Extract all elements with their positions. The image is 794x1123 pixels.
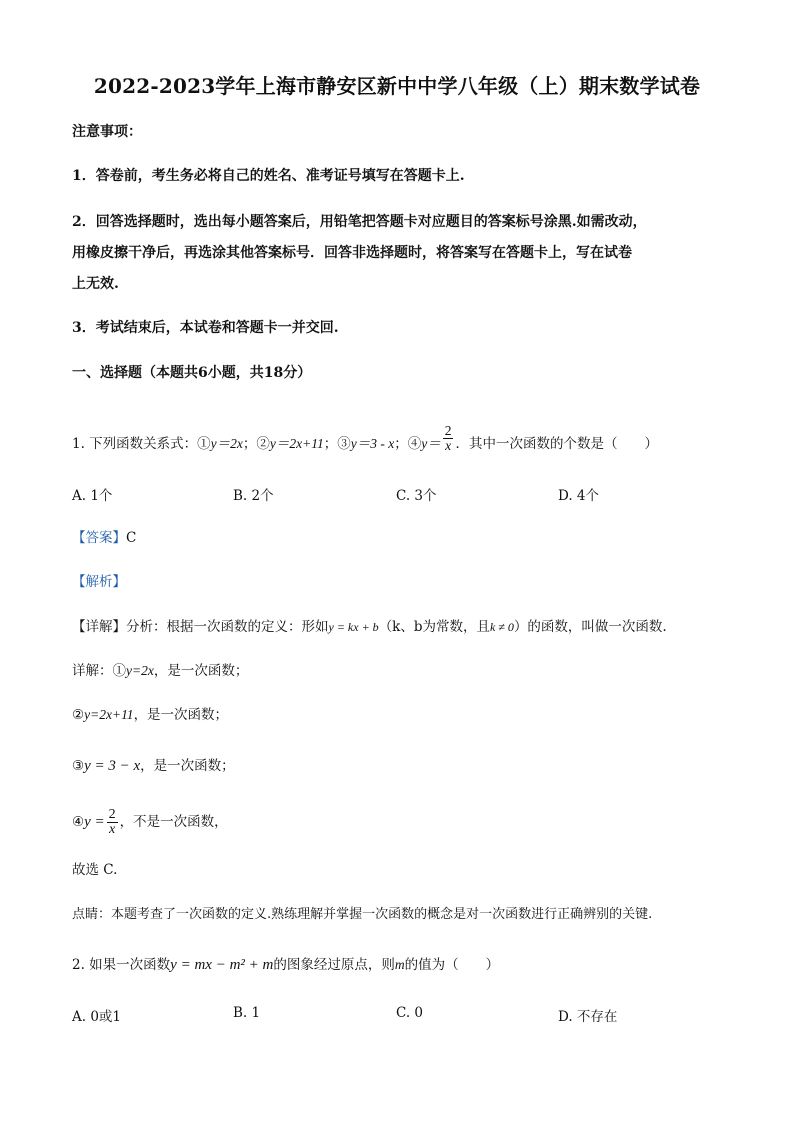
q2-option-b: B. 1 — [233, 1005, 261, 1021]
q1-comment: 点睛：本题考查了一次函数的定义.熟练理解并掌握一次函数的概念是对一次函数进行正确辨别的关键. — [72, 907, 653, 922]
detail-condition: k ≠ 0 — [490, 620, 514, 634]
notice-item-2-line-3: 上无效. — [72, 276, 119, 292]
notice-item-2-line-1: 2．回答选择题时，选出每小题答案后，用铅笔把答题卡对应题目的答案标号涂黑.如需改动， — [72, 214, 647, 230]
answer-label: 【答案】 — [72, 530, 126, 546]
q2-option-c: C. 0 — [396, 1005, 424, 1021]
analysis-label: 【解析】 — [72, 574, 126, 590]
q2-suffix: 的值为（ ） — [404, 957, 500, 973]
question-1-stem — [72, 423, 732, 459]
q1-sep-3: ；④ — [394, 436, 422, 452]
q2-variable: m — [394, 957, 405, 972]
step-4-lhs: y = — [84, 814, 105, 830]
step-1-suffix: ，是一次函数； — [153, 663, 249, 679]
notice-heading: 注意事项： — [72, 124, 142, 140]
step-4-numerator: 2 — [108, 807, 116, 822]
q1-function-1: y＝2x — [210, 436, 243, 451]
q1-step-3 — [72, 756, 732, 776]
page-title: 2022-2023学年上海市静安区新中中学八年级（上）期末数学试卷 — [93, 74, 701, 98]
q1-conclusion: 故选 C. — [72, 862, 118, 878]
step-2-formula: y=2x+11 — [84, 707, 134, 722]
q2-formula: y = mx − m² + m — [170, 957, 274, 973]
question-2-stem — [72, 955, 732, 975]
q1-fraction-denominator: x — [445, 438, 452, 453]
step-3-prefix: ③ — [72, 758, 85, 774]
q1-step-2 — [72, 705, 732, 725]
q1-fraction-numerator: 2 — [444, 423, 452, 438]
step-4-suffix: ，不是一次函数， — [119, 814, 228, 830]
step-1-formula: y=2x — [126, 663, 154, 678]
step-4-prefix: ④ — [72, 814, 85, 830]
q1-function-2: y＝2x+11 — [269, 436, 324, 451]
q1-step-4 — [72, 808, 732, 837]
q1-function-4-lhs: y＝ — [421, 436, 441, 451]
q1-sep-1: ；② — [242, 436, 270, 452]
q1-sep-2: ；③ — [323, 436, 351, 452]
answer-value: C — [126, 530, 137, 546]
q2-option-d: D. 不存在 — [558, 1009, 618, 1025]
q1-suffix: ．其中一次函数的个数是（ ） — [455, 436, 658, 452]
q1-function-4-fraction — [443, 424, 454, 453]
step-4-fraction — [107, 808, 118, 837]
q1-prefix: 1. 下列函数关系式：① — [72, 436, 211, 452]
q1-answer — [72, 528, 732, 548]
q1-detail — [72, 617, 732, 637]
step-1-prefix: 详解：① — [72, 663, 126, 679]
step-4-denominator: x — [109, 822, 116, 837]
q1-option-a: A. 1个 — [72, 488, 113, 504]
detail-text-2: （k、b为常数，且 — [378, 619, 491, 635]
notice-item-1: 1．答卷前，考生务必将自己的姓名、准考证号填写在答题卡上. — [72, 168, 465, 184]
step-2-suffix: ，是一次函数； — [133, 707, 229, 723]
q1-option-c: C. 3个 — [396, 488, 437, 504]
notice-item-2-line-2: 用橡皮擦干净后，再选涂其他答案标号．回答非选择题时，将答案写在答题卡上，写在试卷 — [72, 245, 632, 261]
detail-text-1: 分析：根据一次函数的定义：形如 — [126, 619, 329, 635]
q1-step-1 — [72, 661, 732, 681]
step-3-formula: y = 3 − x — [84, 758, 141, 774]
detail-label: 【详解】 — [72, 619, 126, 635]
detail-formula: y = kx + b — [328, 620, 379, 634]
notice-item-3: 3．考试结束后，本试卷和答题卡一并交回. — [72, 320, 339, 336]
q2-mid: 的图象经过原点，则 — [273, 957, 395, 973]
detail-text-3: ）的函数，叫做一次函数. — [513, 619, 667, 635]
q1-function-3: y＝3 - x — [350, 436, 395, 451]
step-2-prefix: ② — [72, 707, 85, 723]
step-3-suffix: ，是一次函数； — [140, 758, 235, 774]
section-heading: 一、选择题（本题共6小题，共18分） — [72, 365, 312, 381]
q1-option-d: D. 4个 — [558, 488, 600, 504]
q1-option-b: B. 2个 — [233, 488, 274, 504]
q2-prefix: 2. 如果一次函数 — [72, 957, 171, 973]
q2-option-a: A. 0或1 — [72, 1009, 122, 1025]
